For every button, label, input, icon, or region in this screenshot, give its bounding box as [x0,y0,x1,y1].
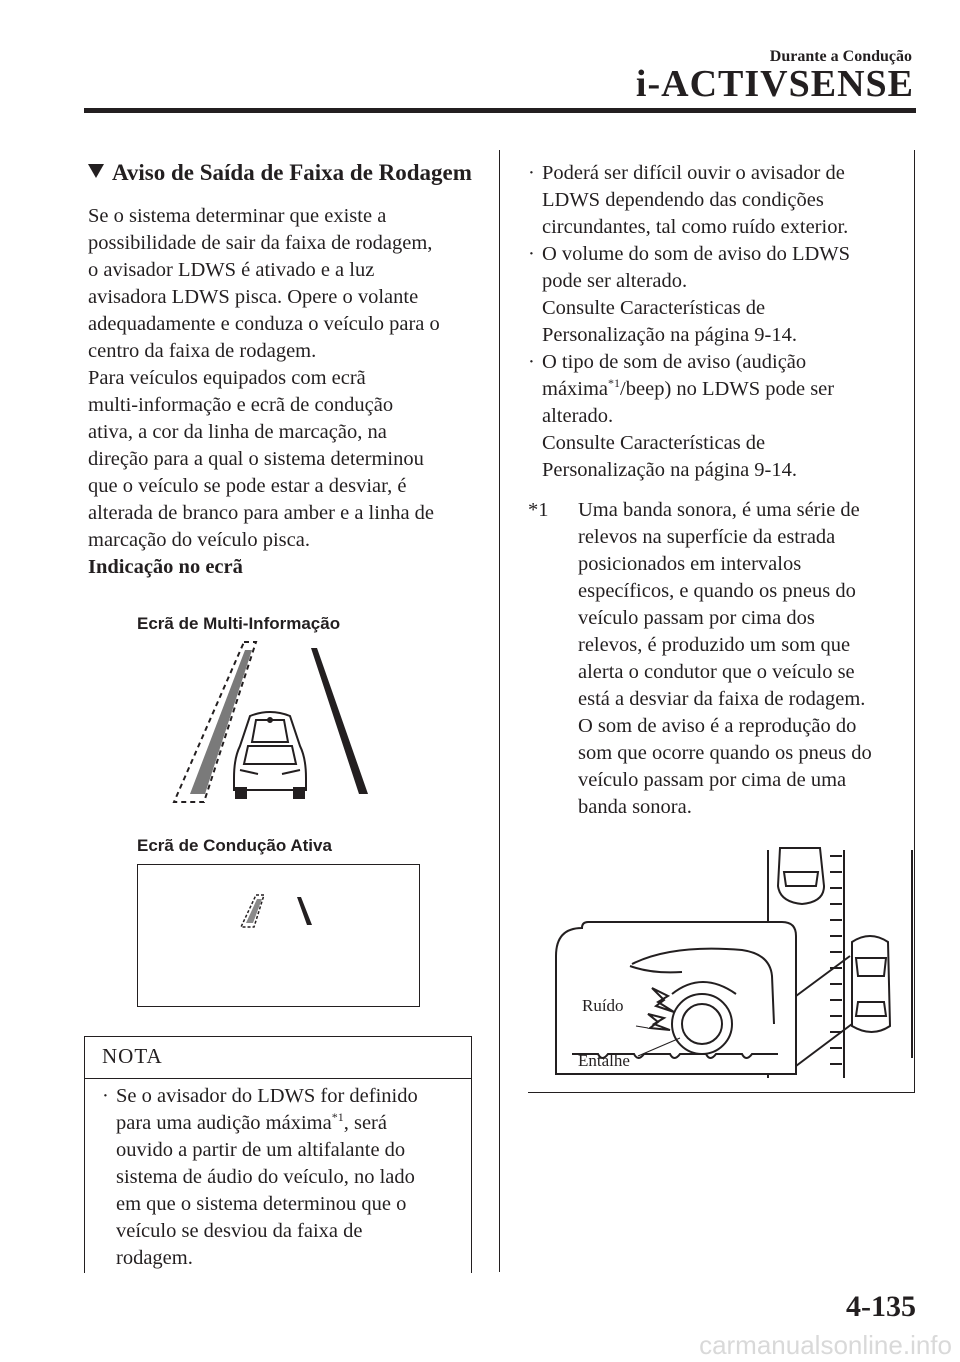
car-rear-icon [234,712,306,798]
bullet-dot: · [528,351,535,373]
rumble-strip-diagram [552,846,918,1082]
header-rule [84,108,916,113]
triangle-marker-icon [88,164,104,178]
right-bullet-1 [528,160,908,241]
subheading-display: Indicação no ecrã [88,556,243,578]
right-bullet-1-text: Poderá ser difícil ouvir o avisador de LDWS dependendo das condições circundantes, tal como ruído exterior. [542,162,849,238]
active-driving-display-frame [137,864,420,1007]
footnote-number: *1 [528,499,549,521]
right-column-text [528,160,908,484]
active-driving-display-diagram [138,865,419,1006]
right-bullet-3-text-b: /beep) no LDWS pode ser alterado. Consulte Características de Personalização na página 9-14. [542,378,835,481]
body-text [88,203,488,581]
note-bullet-text-b: , será ouvido a partir de um altifalante do sistema de áudio do veículo, no lado em que o sistema determinou que o veículo se desviou da faixa de rodagem. [116,1112,415,1269]
right-bullet-3 [528,349,908,484]
page-number: 4-135 [846,1290,916,1323]
active-driving-display-label: Ecrã de Condução Ativa [137,836,332,855]
note-bullet [102,1083,462,1272]
column-divider [499,150,500,1272]
lane-line-right-small [297,897,312,925]
section-heading [88,160,472,186]
bullet-dot: · [528,162,535,184]
note-title-rule [84,1078,472,1079]
label-groove: Entalhe [578,1051,630,1070]
car-top-icon-2 [852,936,890,1032]
paragraph-1: Se o sistema determinar que existe a possibilidade de sair da faixa de rodagem, o avisador LDWS é ativado e a luz avisadora LDWS pisca. Opere o volante adequadamente e conduza o veículo para o centro da faixa de rodagem. [88,205,440,362]
right-bullet-2 [528,241,908,349]
watermark: carmanualsonline.info [699,1330,952,1360]
footnote-text: Uma banda sonora, é uma série de relevos na superfície da estrada posicionados em intervalos específicos, e quando os pneus do veículo passam por cima dos relevos, é produzido um som que alerta o condutor que o veículo se está a desviar da faixa de rodagem. O som de aviso é a reprodução do som que ocorre quando os pneus do veículo passam por cima de uma banda sonora. [578,499,872,818]
right-bullet-3-text-a: O tipo de som de aviso (audição máxima [542,351,807,400]
paragraph-2: Para veículos equipados com ecrã multi-informação e ecrã de condução ativa, a cor da linha de marcação, na direção para a qual o sistema determinou que o veículo se pode estar a desviar, é alterada de branco para amber e a linha de marcação do veículo pisca. [88,367,435,551]
bullet-dot: · [102,1085,109,1107]
note-text [102,1083,462,1272]
note-footnote-ref: *1 [331,1110,344,1125]
right-footnote-ref: *1 [608,376,621,391]
section-heading-text: Aviso de Saída de Faixa de Rodagem [112,160,472,185]
multi-info-display-diagram [168,638,378,808]
bullet-dot: · [528,243,535,265]
car-top-icon-1 [778,848,824,904]
note-bullet-text-a: Se o avisador do LDWS for definido para uma audição máxima [116,1085,418,1134]
section-header: Durante a Condução [769,48,912,65]
multi-info-display-label: Ecrã de Multi-Informação [137,614,341,633]
lane-line-right [311,648,368,794]
right-bullet-2-text: O volume do som de aviso do LDWS pode ser alterado. Consulte Características de Personalização na página 9-14. [542,243,851,346]
chapter-title: i-ACTIVSENSE [635,63,914,105]
note-title: NOTA [102,1044,163,1068]
footnote [528,497,908,821]
label-noise: Ruído [582,996,624,1015]
